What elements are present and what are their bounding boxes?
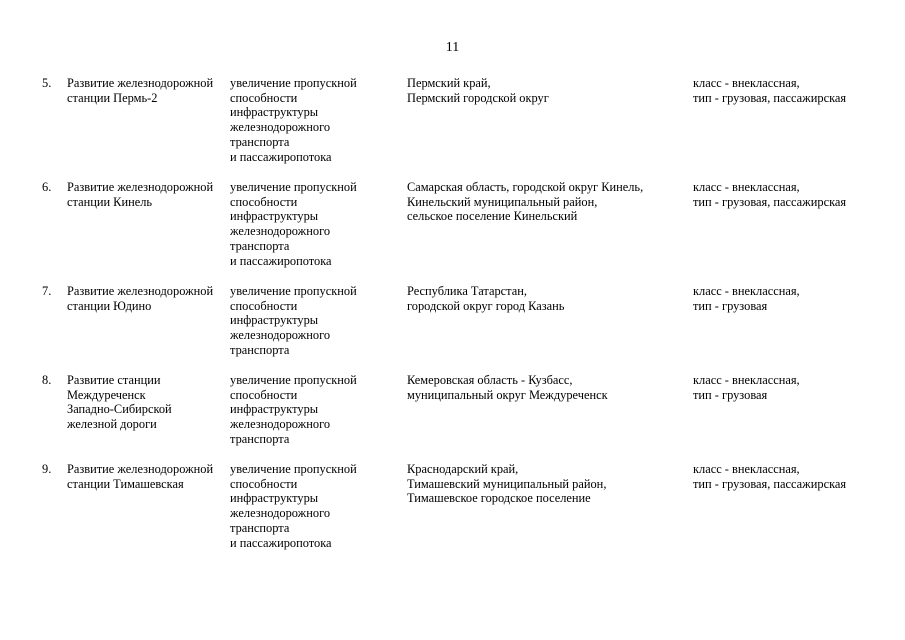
page-number: 11 [445,40,460,55]
project-purpose: увеличение пропускной способности инфраструктуры железнодорожного транспорта [230,284,357,357]
station-classification: класс - внеклассная, тип - грузовая [693,284,800,313]
station-classification: класс - внеклассная, тип - грузовая [693,373,800,402]
stations-table [0,76,905,566]
station-classification: класс - внеклассная, тип - грузовая, пассажирская [693,462,847,491]
project-location: Кемеровская область - Кузбасс, муниципальный округ Междуреченск [407,373,608,402]
project-location: Республика Татарстан, городской округ город Казань [407,284,565,313]
table-row [0,373,905,462]
project-purpose: увеличение пропускной способности инфраструктуры железнодорожного транспорта и пассажиропотока [230,462,357,550]
row-number: 6. [42,180,52,194]
project-name: Развитие железнодорожной станции Тимашевская [67,462,214,491]
project-name: Развитие железнодорожной станции Юдино [67,284,214,313]
table-row [0,180,905,284]
project-name: Развитие железнодорожной станции Пермь-2 [67,76,214,105]
project-location: Краснодарский край, Тимашевский муниципальный район, Тимашевское городское поселение [407,462,607,506]
project-location: Самарская область, городской округ Кинель, Кинельский муниципальный район, сельское поселение Кинельский [407,180,644,224]
row-number: 5. [42,76,52,90]
project-purpose: увеличение пропускной способности инфраструктуры железнодорожного транспорта и пассажиропотока [230,180,357,268]
row-number: 9. [42,462,52,476]
row-number: 8. [42,373,52,387]
project-name: Развитие станции Междуреченск Западно-Сибирской железной дороги [67,373,172,432]
project-name: Развитие железнодорожной станции Кинель [67,180,214,209]
station-classification: класс - внеклассная, тип - грузовая, пассажирская [693,76,847,105]
project-location: Пермский край, Пермский городской округ [407,76,549,105]
table-row [0,76,905,180]
station-classification: класс - внеклассная, тип - грузовая, пассажирская [693,180,847,209]
project-purpose: увеличение пропускной способности инфраструктуры железнодорожного транспорта и пассажиропотока [230,76,357,164]
table-row [0,284,905,373]
project-purpose: увеличение пропускной способности инфраструктуры железнодорожного транспорта [230,373,357,446]
table-row [0,462,905,566]
row-number: 7. [42,284,52,298]
